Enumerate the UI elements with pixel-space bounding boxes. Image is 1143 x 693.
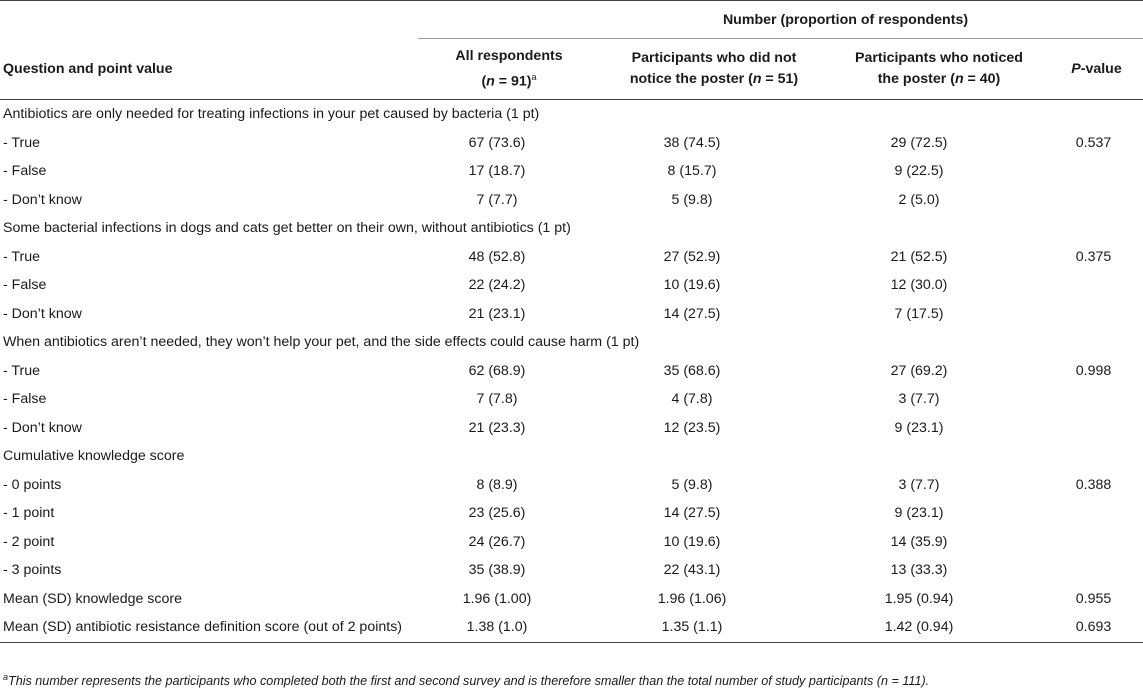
col-header-all-respondents: All respondents (n = 91)$^a$ — [418, 39, 600, 100]
cell-noticed: 9 (23.1) — [894, 505, 944, 522]
row-label: - Don’t know — [3, 305, 82, 322]
cell-all-respondents: 62 (68.9) — [468, 362, 526, 379]
cell-all-respondents: 21 (23.3) — [468, 419, 526, 436]
cell-p-value — [1050, 271, 1143, 300]
table-row — [0, 471, 1143, 500]
summary-row — [0, 613, 1143, 642]
cell-p-value — [1050, 300, 1143, 329]
group-header — [418, 1, 1143, 39]
cell-noticed: 29 (72.5) — [890, 134, 948, 151]
row-label: - True — [3, 362, 41, 379]
table-row — [0, 157, 1143, 186]
group-header-label: Number (proportion of respondents) — [722, 12, 969, 28]
table-footnote: $^a$This number represents the participants who completed both the first and second survey and is therefore smaller than the total number of study participants (n = 111). — [3, 672, 930, 689]
cell-noticed: 21 (52.5) — [890, 248, 948, 265]
cell-noticed: 3 (7.7) — [898, 391, 940, 408]
col-header-p-value: P-value — [1050, 39, 1143, 100]
cell-p-value: 0.537 — [1075, 134, 1112, 151]
column-header-row — [0, 39, 1143, 100]
row-label: - True — [3, 248, 41, 265]
table-row — [0, 300, 1143, 329]
cell-all-respondents: 23 (25.6) — [468, 505, 526, 522]
cell-all-respondents: 8 (8.9) — [476, 476, 518, 493]
section-title-row — [0, 100, 1143, 129]
row-label: - False — [3, 277, 47, 294]
cell-noticed: 7 (17.5) — [894, 305, 944, 322]
cell-all-respondents: 7 (7.8) — [476, 391, 518, 408]
cell-all-respondents: 22 (24.2) — [468, 277, 526, 294]
cell-noticed: 14 (35.9) — [890, 533, 948, 550]
cell-all-respondents: 67 (73.6) — [468, 134, 526, 151]
cell-not-noticed: 5 (9.8) — [671, 476, 713, 493]
table-row — [0, 129, 1143, 158]
col-header-noticed: Participants who noticed the poster (n = 40) — [828, 39, 1050, 100]
cell-p-value — [1050, 186, 1143, 215]
table-row — [0, 186, 1143, 215]
col-header-question: Question and point value — [0, 39, 418, 100]
cell-not-noticed: 1.96 (1.06) — [657, 590, 727, 607]
summary-row — [0, 585, 1143, 614]
cell-not-noticed: 22 (43.1) — [663, 562, 721, 579]
cell-noticed: 27 (69.2) — [890, 362, 948, 379]
cell-not-noticed: 14 (27.5) — [663, 305, 721, 322]
section-title: Antibiotics are only needed for treating infections in your pet caused by bacteria (1 pt) — [3, 106, 540, 123]
footnote-marker: a — [531, 71, 537, 82]
section-title-row — [0, 328, 1143, 357]
cell-not-noticed: 38 (74.5) — [663, 134, 721, 151]
section-title: When antibiotics aren’t needed, they won’t help your pet, and the side effects could cause harm (1 pt) — [3, 334, 640, 351]
cell-all-respondents: 21 (23.1) — [468, 305, 526, 322]
row-label: - 0 points — [3, 476, 62, 493]
cell-not-noticed: 14 (27.5) — [663, 505, 721, 522]
cell-noticed: 2 (5.0) — [898, 191, 940, 208]
cell-p-value: 0.998 — [1075, 362, 1112, 379]
cell-p-value — [1050, 556, 1143, 585]
cell-noticed: 12 (30.0) — [890, 277, 948, 294]
cell-noticed: 9 (22.5) — [894, 163, 944, 180]
cell-p-value — [1050, 499, 1143, 528]
table-row — [0, 357, 1143, 386]
cell-not-noticed: 12 (23.5) — [663, 419, 721, 436]
cell-not-noticed: 8 (15.7) — [667, 163, 717, 180]
cell-not-noticed: 27 (52.9) — [663, 248, 721, 265]
group-header-underline — [418, 38, 1143, 39]
row-label: - True — [3, 134, 41, 151]
cell-p-value: 0.955 — [1075, 590, 1112, 607]
cell-all-respondents: 17 (18.7) — [468, 163, 526, 180]
cell-all-respondents: 7 (7.7) — [476, 191, 518, 208]
cell-p-value: 0.693 — [1050, 613, 1143, 642]
cell-not-noticed: 10 (19.6) — [663, 533, 721, 550]
cell-all-respondents: 48 (52.8) — [468, 248, 526, 265]
row-label: - False — [3, 163, 47, 180]
cell-p-value — [1050, 414, 1143, 443]
table-body — [0, 100, 1143, 643]
row-label: - 1 point — [3, 505, 55, 522]
row-label: - 2 point — [3, 533, 55, 550]
cell-not-noticed: 10 (19.6) — [663, 277, 721, 294]
cell-p-value: 0.388 — [1075, 476, 1112, 493]
row-label: - Don’t know — [3, 191, 82, 208]
cell-all-respondents: 24 (26.7) — [468, 533, 526, 550]
cell-not-noticed: 5 (9.8) — [671, 191, 713, 208]
row-label: Mean (SD) knowledge score — [3, 590, 182, 607]
table-row — [0, 385, 1143, 414]
section-title-row — [0, 442, 1143, 471]
table-row — [0, 499, 1143, 528]
cell-p-value: 0.375 — [1075, 248, 1112, 265]
row-label: - Don’t know — [3, 419, 82, 436]
cell-noticed: 1.95 (0.94) — [884, 590, 954, 607]
group-header-row — [0, 1, 1143, 39]
col-header-not-noticed: Participants who did not notice the poster (n = 51) — [600, 39, 828, 100]
cell-p-value — [1050, 385, 1143, 414]
table-row — [0, 271, 1143, 300]
row-label: - False — [3, 391, 47, 408]
cell-p-value — [1050, 528, 1143, 557]
section-title: Some bacterial infections in dogs and cats get better on their own, without antibiotics (1 pt) — [3, 220, 571, 237]
cell-not-noticed: 4 (7.8) — [671, 391, 713, 408]
table-row — [0, 556, 1143, 585]
cell-p-value — [1050, 157, 1143, 186]
cell-not-noticed: 1.35 (1.1) — [600, 613, 828, 642]
section-title-row — [0, 214, 1143, 243]
cell-noticed: 13 (33.3) — [890, 562, 948, 579]
cell-noticed: 3 (7.7) — [898, 476, 940, 493]
row-label: - 3 points — [3, 562, 62, 579]
cell-not-noticed: 35 (68.6) — [663, 362, 721, 379]
cell-all-respondents: 35 (38.9) — [468, 562, 526, 579]
table-row — [0, 528, 1143, 557]
cell-all-respondents: 1.38 (1.0) — [418, 613, 600, 642]
cell-all-respondents: 1.96 (1.00) — [462, 590, 532, 607]
cell-noticed: 1.42 (0.94) — [828, 613, 1050, 642]
table-row — [0, 243, 1143, 272]
cell-noticed: 9 (23.1) — [894, 419, 944, 436]
table-row — [0, 414, 1143, 443]
row-label: Mean (SD) antibiotic resistance definition score (out of 2 points) — [0, 613, 418, 642]
section-title: Cumulative knowledge score — [3, 448, 185, 465]
